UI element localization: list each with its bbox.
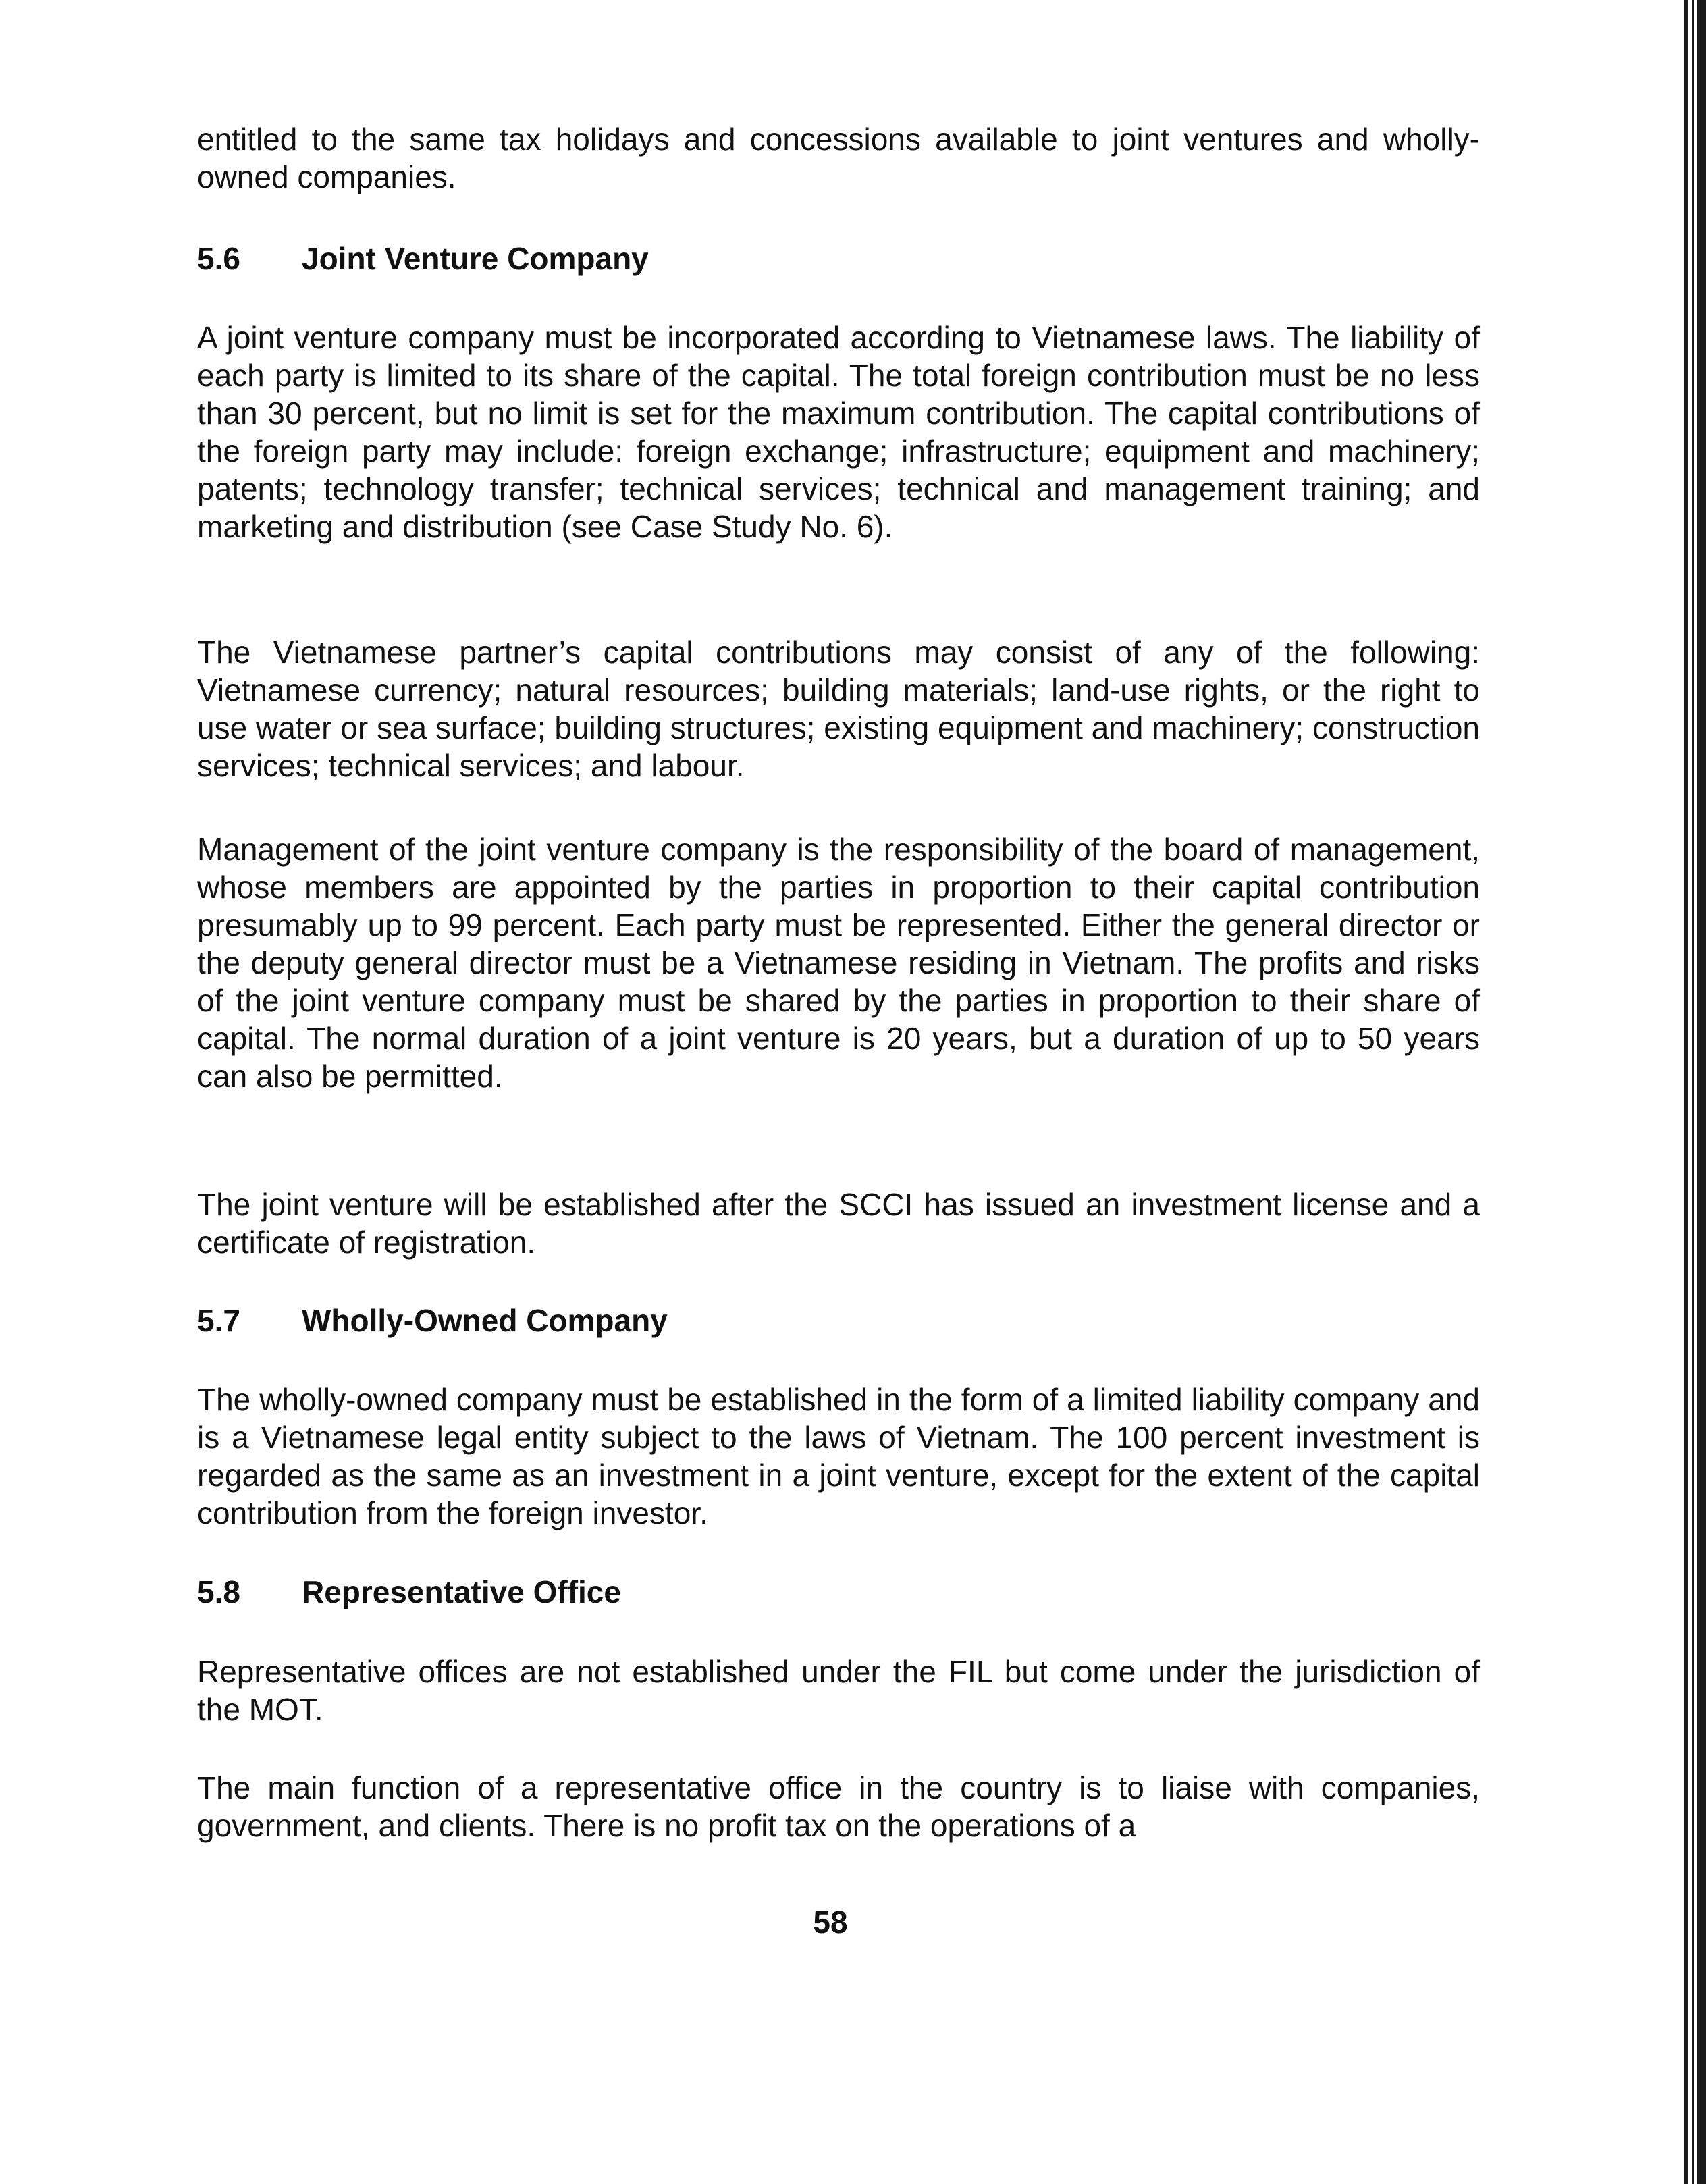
- paragraph-representative-function: The main function of a representative office in the country is to liaise with companies, government, and clients. There is no profit tax on the operations of a: [197, 1770, 1480, 1843]
- paragraph-joint-venture-management: Management of the joint venture company is the responsibility of the board of management, whose members are appointed by the parties in proportion to their capital contribution presumably up to 99 percent. Each party must be represented. Either the general director or the deputy general director must be a Vietnamese residing in Vietnam. The profits and risks of the joint venture company must be shared by the parties in proportion to their share of capital. The normal duration of a joint venture is 20 years, but a duration of up to 50 years can also be permitted.: [197, 832, 1480, 1094]
- paragraph-wholly-owned: The wholly-owned company must be established in the form of a limited liability company and is a Vietnamese legal entity subject to the laws of Vietnam. The 100 percent investment is regarded as the same as an investment in a joint venture, except for the extent of the capital contribution from the foreign investor.: [197, 1382, 1480, 1530]
- section-number: 5.7: [197, 1303, 240, 1338]
- paragraph-representative-offices: Representative offices are not established under the FIL but come under the jurisdiction of the MOT.: [197, 1654, 1480, 1727]
- section-heading-5-8: [197, 1573, 621, 1611]
- section-title: Representative Office: [302, 1574, 621, 1609]
- page-number: 58: [813, 1905, 848, 1940]
- scan-edge-line: [1684, 0, 1688, 2184]
- section-title: Wholly-Owned Company: [302, 1303, 668, 1338]
- section-number: 5.6: [197, 241, 240, 276]
- paragraph-joint-venture-license: The joint venture will be established after the SCCI has issued an investment license and a certificate of registration.: [197, 1187, 1480, 1260]
- paragraph-intro: entitled to the same tax holidays and concessions available to joint ventures and wholly-owned companies.: [197, 122, 1480, 194]
- section-title: Joint Venture Company: [302, 241, 649, 276]
- section-heading-5-7: [197, 1302, 668, 1339]
- paragraph-vietnamese-contributions: The Vietnamese partner’s capital contributions may consist of any of the following: Vietnamese currency; natural resources; building materials; land-use rights, or the right to use water or sea surface; building structures; existing equipment and machinery; construction services; technical services; and labour.: [197, 635, 1480, 783]
- section-number: 5.8: [197, 1574, 240, 1609]
- section-heading-5-6: [197, 240, 649, 277]
- scan-edge-line: [1697, 0, 1706, 2184]
- paragraph-joint-venture-incorporation: A joint venture company must be incorporated according to Vietnamese laws. The liability of each party is limited to its share of the capital. The total foreign contribution must be no less than 30 percent, but no limit is set for the maximum contribution. The capital contributions of the foreign party may include: foreign exchange; infrastructure; equipment and machinery; patents; technology transfer; technical services; technical and management training; and marketing and distribution (see Case Study No. 6).: [197, 320, 1480, 544]
- scan-edge-line: [1692, 0, 1694, 2184]
